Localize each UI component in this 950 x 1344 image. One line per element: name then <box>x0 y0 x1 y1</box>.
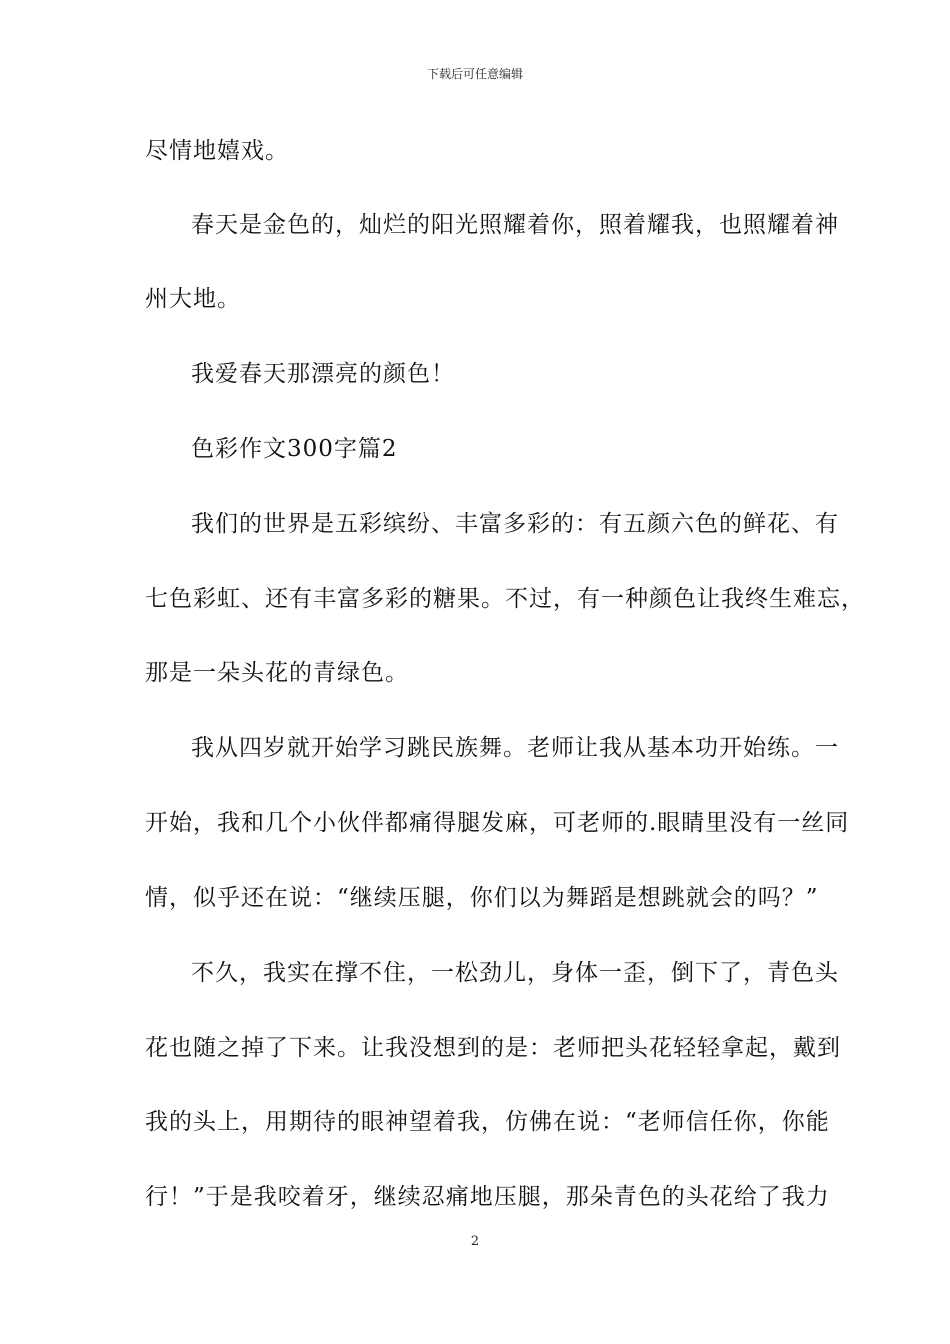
paragraph-first-line: 我爱春天那漂亮的颜色！ <box>191 361 455 387</box>
paragraph-first-line: 不久，我实在撑不住，一松劲儿，身体一歪，倒下了，青色头 <box>191 960 839 986</box>
section-heading: 色彩作文300字篇2 <box>191 436 398 462</box>
text-line: 我的头上，用期待的眼神望着我，仿佛在说：“老师信任你，你能 <box>145 1109 830 1135</box>
text-line: 情，似乎还在说：“继续压腿，你们以为舞蹈是想跳就会的吗？” <box>145 885 819 911</box>
text-line: 七色彩虹、还有丰富多彩的糖果。不过，有一种颜色让我终生难忘， <box>145 586 865 612</box>
paragraph-first-line: 我从四岁就开始学习跳民族舞。老师让我从基本功开始练。一 <box>191 735 839 761</box>
paragraph-first-line: 我们的世界是五彩缤纷、丰富多彩的：有五颜六色的鲜花、有 <box>191 511 839 537</box>
page-number: 2 <box>470 1234 480 1249</box>
paragraph-first-line: 春天是金色的，灿烂的阳光照耀着你，照着耀我，也照耀着神 <box>191 212 839 238</box>
text-line: 开始，我和几个小伙伴都痛得腿发麻，可老师的.眼睛里没有一丝同 <box>145 810 850 836</box>
text-line: 尽情地嬉戏。 <box>145 138 289 164</box>
text-line: 花也随之掉了下来。让我没想到的是：老师把头花轻轻拿起，戴到 <box>145 1035 841 1061</box>
text-line: 州大地。 <box>145 286 241 312</box>
text-line: 那是一朵头花的青绿色。 <box>145 660 409 686</box>
text-line: 行！”于是我咬着牙，继续忍痛地压腿，那朵青色的头花给了我力 <box>145 1184 830 1210</box>
page-header: 下载后可任意编辑 <box>426 67 523 81</box>
